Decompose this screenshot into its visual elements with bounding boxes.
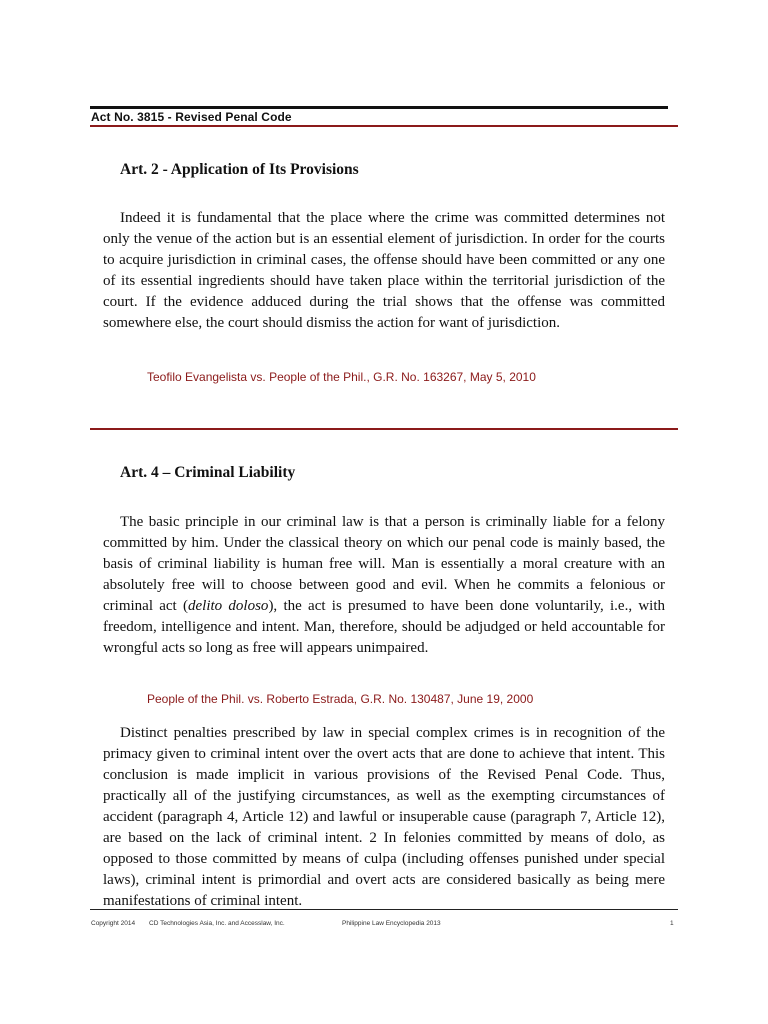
article-2-citation: Teofilo Evangelista vs. People of the Phil., G.R. No. 163267, May 5, 2010 [147,370,536,384]
article-2-heading: Art. 2 - Application of Its Provisions [120,161,359,178]
section-divider [90,428,678,430]
header-bottom-rule [90,125,678,127]
article-4-paragraph-2-container [103,723,665,908]
footer-rule [90,909,678,910]
article-2-paragraph: Indeed it is fundamental that the place where the crime was committed determines not only the venue of the action but is an essential element of jurisdiction. In order for the courts to acquire jurisdiction in criminal cases, the offense should have been committed or any one of its essential ingredients should have taken place within the territorial jurisdiction of the court. If the evidence adduced during the trial shows that the offense was committed somewhere else, the court should dismiss the action for want of jurisdiction. [103,210,665,331]
header-top-rule [90,106,668,109]
article-4-heading: Art. 4 – Criminal Liability [120,464,296,481]
article-4-citation: People of the Phil. vs. Roberto Estrada, G.R. No. 130487, June 19, 2000 [147,692,534,706]
article-4-paragraph [103,512,665,659]
article-4-paragraph-text-b: ), the act is presumed to have been done voluntarily, i.e., with freedom, intelligence and intent. Man, therefore, should be adjudged or held accountable for wrongful acts so long as free will appears unimpaired. [103,598,666,656]
footer-page-number: 1 [670,920,674,927]
document-header-title: Act No. 3815 - Revised Penal Code [91,110,292,124]
footer-company: CD Technologies Asia, Inc. and Accesslaw, Inc. [149,920,285,927]
article-4-paragraph-2: Distinct penalties prescribed by law in special complex crimes is in recognition of the primacy given to criminal intent over the overt acts that are done to achieve that intent. This conclusion is made implicit in various provisions of the Revised Penal Code. Thus, practically all of the justifying circumstances, as well as the exempting circumstances of accident (paragraph 4, Article 12) and lawful or insuperable cause (paragraph 7, Article 12), are based on the lack of criminal intent. 2 In felonies committed by means of dolo, as opposed to those committed by means of culpa (including offenses punished under special laws), criminal intent is primordial and overt acts are considered basically as being mere manifestations of criminal intent. [103,725,665,908]
article-4-paragraph-text-a: The basic principle in our criminal law is that a person is criminally liable for a felony committed by him. Under the classical theory on which our penal code is mainly based, the basis of criminal liability is human free will. Man is essentially a moral creature with an absolutely free will to choose between good and evil. When he commits a felonious or criminal act ( [103,514,665,614]
footer-copyright: Copyright 2014 [91,920,136,927]
footer-encyclopedia: Philippine Law Encyclopedia 2013 [342,920,441,927]
article-4-paragraph-italic: delito doloso [188,598,269,614]
